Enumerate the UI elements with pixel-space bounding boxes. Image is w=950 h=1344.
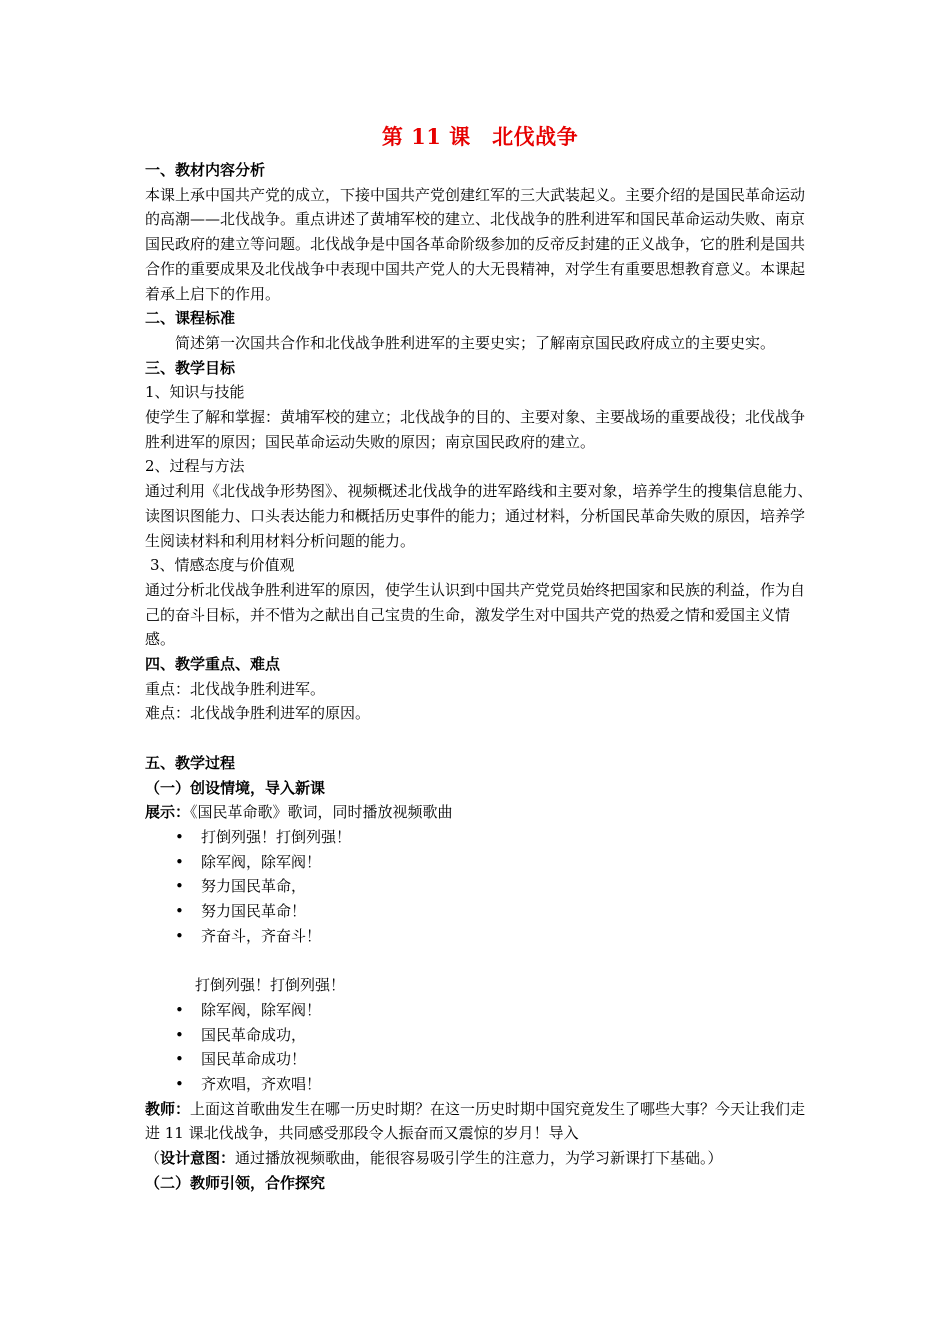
bullet-icon: • <box>175 827 184 846</box>
song-line: • 打倒列强！打倒列强！ <box>145 825 815 850</box>
song-line: • 国民革命成功， <box>145 1023 815 1048</box>
bullet-icon: • <box>175 926 184 945</box>
show-text: 《国民革命歌》歌词，同时播放视频歌曲 <box>190 803 453 822</box>
part-heading-explore: （二）教师引领，合作探究 <box>145 1173 326 1192</box>
teacher-paragraph <box>145 1097 815 1146</box>
section-heading-process: 五、教学过程 <box>145 753 236 772</box>
song-line-plain: 打倒列强！打倒列强！ <box>195 976 346 995</box>
objective-label-process: 2、过程与方法 <box>145 457 245 476</box>
part-heading-intro: （一）创设情境，导入新课 <box>145 778 326 797</box>
song-line: • 努力国民革命， <box>145 874 815 899</box>
section-heading-objectives: 三、教学目标 <box>145 358 236 377</box>
standard-paragraph: 简述第一次国共合作和北伐战争胜利进军的主要史实；了解南京国民政府成立的主要史实。 <box>175 333 776 352</box>
difficult-point: 难点：北伐战争胜利进军的原因。 <box>145 704 371 723</box>
design-intent-paragraph: （设计意图：通过播放视频歌曲，能很容易吸引学生的注意力，为学习新课打下基础。） <box>145 1149 723 1168</box>
bullet-icon: • <box>175 1050 184 1069</box>
song-line: • 齐奋斗，齐奋斗！ <box>145 924 815 949</box>
analysis-paragraph: 本课上承中国共产党的成立，下接中国共产党创建红军的三大武装起义。主要介绍的是国民革命运动的高潮——北伐战争。重点讲述了黄埔军校的建立、北伐战争的胜利进军和国民革命运动失败、南京国民政府的建立等问题。北伐战争是中国各革命阶级参加的反帝反封建的正义战争，它的胜利是国共合作的重要成果及北伐战争中表现中国共产党人的大无畏精神，对学生有重要思想教育意义。本课起着承上启下的作用。 <box>145 185 806 303</box>
song-line: • 努力国民革命！ <box>145 899 815 924</box>
objective-text-process: 通过利用《北伐战争形势图》、视频概述北伐战争的进军路线和主要对象，培养学生的搜集信息能力、读图识图能力、口头表达能力和概括历史事件的能力；通过材料，分析国民革命失败的原因，培养学生阅读材料和利用材料分析问题的能力。 <box>145 482 813 550</box>
bullet-icon: • <box>175 1074 184 1093</box>
show-line <box>145 800 815 825</box>
section-heading-analysis: 一、教材内容分析 <box>145 161 266 179</box>
teacher-text: 上面这首歌曲发生在哪一历史时期？在这一历史时期中国究竟发生了哪些大事？今天让我们走进 11 课北伐战争，共同感受那段令人振奋而又震惊的岁月！导入 <box>145 1099 806 1143</box>
objective-text-knowledge: 使学生了解和掌握：黄埔军校的建立；北伐战争的目的、主要对象、主要战场的重要战役；北伐战争胜利进军的原因；国民革命运动失败的原因；南京国民政府的建立。 <box>145 408 806 451</box>
bullet-icon: • <box>175 852 184 871</box>
document-page <box>145 122 815 1196</box>
design-intent-label: 设计意图： <box>160 1149 236 1168</box>
bullet-icon: • <box>175 902 184 921</box>
teacher-label: 教师： <box>145 1099 191 1118</box>
song-line: • 齐欢唱，齐欢唱！ <box>145 1072 815 1097</box>
song-line: • 除军阀，除军阀！ <box>145 850 815 875</box>
bullet-icon: • <box>175 1000 184 1019</box>
show-label: 展示： <box>145 803 191 822</box>
key-point: 重点：北伐战争胜利进军。 <box>145 679 326 698</box>
section-heading-key-points: 四、教学重点、难点 <box>145 655 281 674</box>
song-verse-2 <box>145 998 815 1097</box>
design-intent-text: 通过播放视频歌曲，能很容易吸引学生的注意力，为学习新课打下基础。） <box>235 1149 723 1168</box>
lesson-title: 第 11 课 北伐战争 <box>381 124 579 149</box>
objective-label-knowledge: 1、知识与技能 <box>145 383 245 402</box>
bullet-icon: • <box>175 877 184 896</box>
section-heading-standard: 二、课程标准 <box>145 309 236 328</box>
song-verse-1 <box>145 825 815 949</box>
objective-text-attitude: 通过分析北伐战争胜利进军的原因，使学生认识到中国共产党党员始终把国家和民族的利益，作为自己的奋斗目标，并不惜为之献出自己宝贵的生命，激发学生对中国共产党的热爱之情和爱国主义情感。 <box>145 580 806 649</box>
song-line: • 国民革命成功！ <box>145 1047 815 1072</box>
objective-label-attitude: 3、情感态度与价值观 <box>150 556 295 575</box>
song-line: • 除军阀，除军阀！ <box>145 998 815 1023</box>
bullet-icon: • <box>175 1025 184 1044</box>
